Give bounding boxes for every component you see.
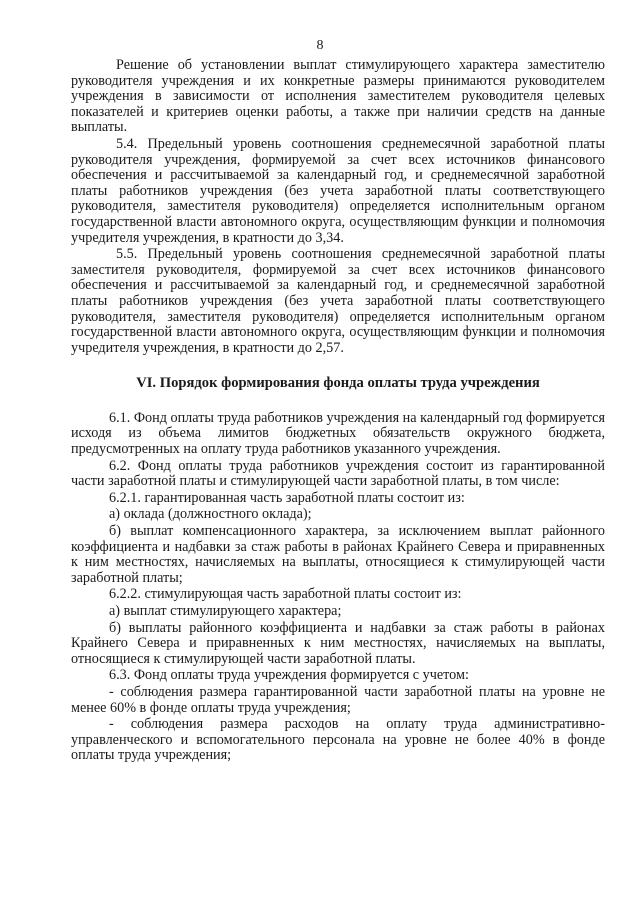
document-body <box>71 58 605 764</box>
paragraph-5-5: 5.5. Предельный уровень соотношения среднемесячной заработной платы заместителя руководителя, формируемой за счет всех источников финансового обеспечения и рассчитываемой за календарный год, и среднемесячной заработной платы работников учреждения (без учета заработной платы соответствующего руководителя, заместителя руководителя) определяется исполнительным органом государственной власти автономного округа, осуществляющим функции и полномочия учредителя учреждения, в кратности до 2,57. <box>71 246 605 356</box>
list-item-salary: а) оклада (должностного оклада); <box>109 506 312 523</box>
page-number: 8 <box>316 38 324 53</box>
paragraph-6-1: 6.1. Фонд оплаты труда работников учреждения на календарный год формируется исходя из объема лимитов бюджетных обязательств окружного бюджета, предусмотренных на оплату труда работников указанного учреждения. <box>71 409 605 458</box>
paragraph-6-2-2: 6.2.2. стимулирующая часть заработной платы состоит из: <box>109 586 462 603</box>
list-item-regional-coefficient: б) выплаты районного коэффициента и надбавки за стаж работы в районах Крайнего Севера и приравненных к ним местностях, начисляемых на выплаты, относящиеся к стимулирующей части заработной платы. <box>71 619 605 667</box>
list-item-admin-share: - соблюдения размера расходов на оплату труда административно-управленческого и вспомогательного персонала на уровне не более 40% в фонде оплаты труда учреждения; <box>71 716 605 764</box>
list-item-guaranteed-share: - соблюдения размера гарантированной части заработной платы на уровне не менее 60% в фонде оплаты труда учреждения; <box>71 683 605 716</box>
paragraph-6-2: 6.2. Фонд оплаты труда работников учреждения состоит из гарантированной части заработной платы и стимулирующей части заработной платы, в том числе: <box>71 457 605 490</box>
list-item-incentive: а) выплат стимулирующего характера; <box>109 603 342 619</box>
paragraph-6-3: 6.3. Фонд оплаты труда учреждения формируется с учетом: <box>109 667 469 684</box>
paragraph-6-2-1: 6.2.1. гарантированная часть заработной платы состоит из: <box>109 489 465 506</box>
list-item-compensation: б) выплат компенсационного характера, за исключением выплат районного коэффициента и надбавки за стаж работы в районах Крайнего Севера и приравненных к ним местностях, начисляемых на выплаты, относящиеся к стимулирующей части заработной платы; <box>71 523 605 586</box>
section-heading: VI. Порядок формирования фонда оплаты труда учреждения <box>136 375 540 392</box>
paragraph-5-4: 5.4. Предельный уровень соотношения среднемесячной заработной платы руководителя учреждения, формируемой за счет всех источников финансового обеспечения и рассчитываемой за календарный год, и среднемесячной заработной платы работников учреждения (без учета заработной платы соответствующего руководителя, заместителя руководителя) определяется исполнительным органом государственной власти автономного округа, осуществляющим функции и полномочия учредителя учреждения, в кратности до 3,34. <box>71 135 605 246</box>
paragraph-deputy-bonus-decision: Решение об установлении выплат стимулирующего характера заместителю руководителя учреждения и их конкретные размеры принимаются руководителем учреждения в зависимости от исполнения заместителем руководителя целевых показателей и критериев оценки работы, а также при наличии средств на данные выплаты. <box>71 57 605 136</box>
